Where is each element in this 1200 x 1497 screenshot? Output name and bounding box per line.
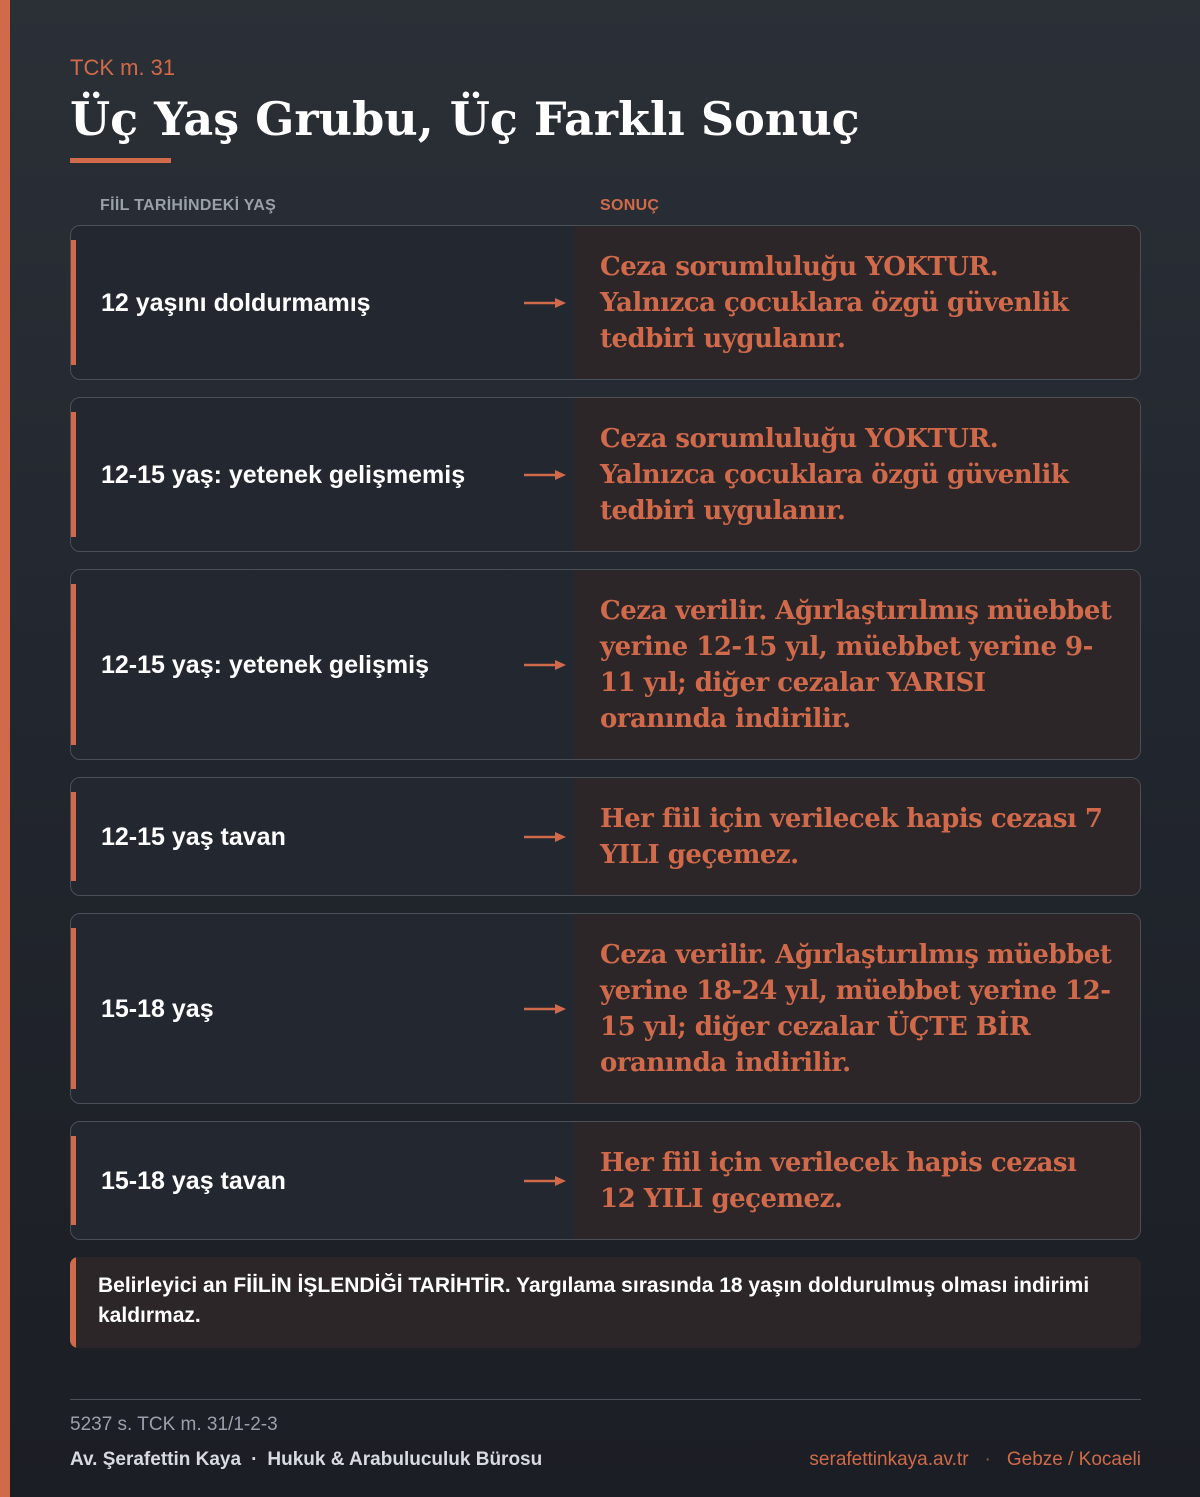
separator: · bbox=[984, 1449, 991, 1470]
result-text: Ceza verilir. Ağırlaştırılmış müebbet yerine 18-24 yıl, müebbet yerine 12-15 yıl; diğer cezalar ÜÇTE BİR oranında indirilir. bbox=[600, 939, 1112, 1078]
age-label: 12 yaşını doldurmamış bbox=[101, 288, 371, 317]
arrow-right-icon bbox=[524, 297, 566, 309]
age-cell bbox=[71, 226, 574, 379]
age-row bbox=[70, 913, 1141, 1104]
result-cell bbox=[574, 570, 1140, 759]
location-text: Gebze / Kocaeli bbox=[1006, 1449, 1141, 1470]
page-title: Üç Yaş Grubu, Üç Farklı Sonuç bbox=[70, 92, 860, 146]
age-row bbox=[70, 1121, 1141, 1240]
result-text: Ceza sorumluluğu YOKTUR. Yalnızca çocuklara özgü güvenlik tedbiri uygulanır. bbox=[600, 423, 1069, 526]
age-cell bbox=[71, 1122, 574, 1239]
signature bbox=[70, 1448, 542, 1472]
age-row bbox=[70, 569, 1141, 760]
age-label: 15-18 yaş bbox=[101, 994, 214, 1023]
result-text: Her fiil için verilecek hapis cezası 7 YILI geçemez. bbox=[600, 803, 1103, 870]
result-cell bbox=[574, 1122, 1140, 1239]
age-row bbox=[70, 397, 1141, 552]
result-cell bbox=[574, 226, 1140, 379]
result-text: Ceza sorumluluğu YOKTUR. Yalnızca çocuklara özgü güvenlik tedbiri uygulanır. bbox=[600, 251, 1069, 354]
age-cell bbox=[71, 914, 574, 1103]
article-reference: TCK m. 31 bbox=[70, 55, 176, 80]
note-accent-stripe bbox=[70, 1257, 76, 1348]
author-name: Av. Şerafettin Kaya bbox=[70, 1449, 242, 1470]
office-name: Hukuk & Arabuluculuk Bürosu bbox=[267, 1449, 543, 1470]
website-link[interactable]: serafettinkaya.av.tr bbox=[809, 1449, 969, 1470]
left-accent-bar bbox=[0, 0, 10, 1497]
arrow-right-icon bbox=[524, 659, 566, 671]
age-label: 12-15 yaş: yetenek gelişmiş bbox=[101, 650, 429, 679]
title-underline bbox=[70, 158, 171, 163]
separator: · bbox=[251, 1449, 258, 1470]
age-label: 12-15 yaş: yetenek gelişmemiş bbox=[101, 460, 466, 489]
arrow-right-icon bbox=[524, 469, 566, 481]
age-cell bbox=[71, 570, 574, 759]
note-text: Belirleyici an FİİLİN İŞLENDİĞİ TARİHTİR. Yargılama sırasında 18 yaşın doldurulmuş olması indirimi kaldırmaz. bbox=[98, 1274, 1090, 1327]
result-text: Ceza verilir. Ağırlaştırılmış müebbet yerine 12-15 yıl, müebbet yerine 9-11 yıl; diğer cezalar YARISI oranında indirilir. bbox=[600, 595, 1112, 734]
result-text: Her fiil için verilecek hapis cezası 12 YILI geçemez. bbox=[600, 1147, 1077, 1214]
age-cell bbox=[71, 398, 574, 551]
contact-info bbox=[809, 1448, 1141, 1472]
column-header-result: SONUÇ bbox=[600, 197, 660, 214]
legal-reference: 5237 s. TCK m. 31/1-2-3 bbox=[70, 1414, 278, 1435]
result-cell bbox=[574, 778, 1140, 895]
key-note bbox=[70, 1257, 1141, 1348]
footer-divider bbox=[70, 1399, 1141, 1400]
arrow-right-icon bbox=[524, 1175, 566, 1187]
age-cell bbox=[71, 778, 574, 895]
result-cell bbox=[574, 914, 1140, 1103]
age-group-list bbox=[70, 225, 1141, 1257]
result-cell bbox=[574, 398, 1140, 551]
age-row bbox=[70, 777, 1141, 896]
age-label: 12-15 yaş tavan bbox=[101, 822, 286, 851]
arrow-right-icon bbox=[524, 831, 566, 843]
age-label: 15-18 yaş tavan bbox=[101, 1166, 286, 1195]
age-row bbox=[70, 225, 1141, 380]
arrow-right-icon bbox=[524, 1003, 566, 1015]
column-header-age: FİİL TARİHİNDEKİ YAŞ bbox=[100, 197, 277, 214]
